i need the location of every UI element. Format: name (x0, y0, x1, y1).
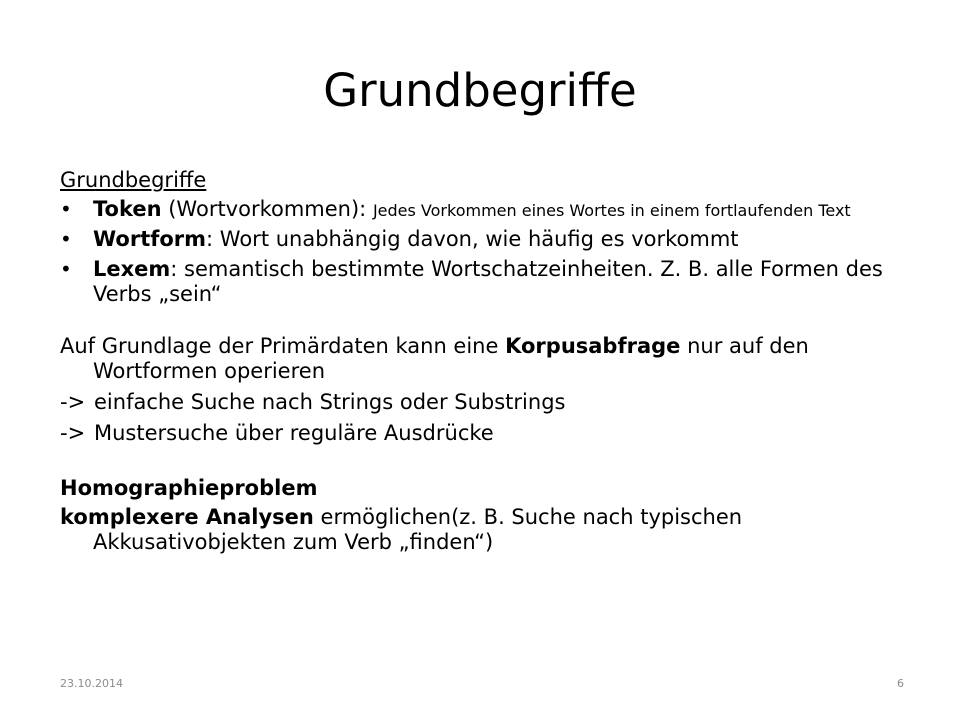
bullet-text: Jedes Vorkommen eines Wortes in einem fortlaufenden Text (372, 201, 851, 220)
arrow-marker: -> (60, 421, 86, 445)
paragraph-text: ermöglichen(z. B. Suche nach typischen Akkusativobjekten zum Verb „finden“) (93, 505, 743, 554)
bullet-icon: • (60, 197, 72, 221)
arrow-text: Mustersuche über reguläre Ausdrücke (94, 421, 494, 445)
bullet-text: : Wort unabhängig davon, wie häufig es vorkommt (206, 227, 739, 251)
bullet-icon: • (60, 257, 72, 281)
paragraph-korpusabfrage (60, 334, 910, 384)
subheading: Grundbegriffe (60, 168, 207, 192)
paragraph-bold: komplexere Analysen (60, 505, 314, 529)
bullet-term: Token (93, 197, 162, 221)
paragraph-analysen (60, 505, 910, 555)
footer-page-number: 6 (897, 677, 904, 690)
bullet-item-token (60, 197, 910, 222)
bullet-icon: • (60, 227, 72, 251)
arrow-marker: -> (60, 390, 86, 414)
paragraph-bold: Korpusabfrage (505, 334, 681, 358)
arrow-item-regex (60, 421, 910, 446)
bullet-text: : semantisch bestimmte Wortschatzeinheiten. Z. B. alle Formen des Verbs „sein“ (93, 257, 883, 306)
bullet-term: Wortform (93, 227, 207, 251)
slide-title: Grundbegriffe (323, 64, 637, 117)
arrow-text: einfache Suche nach Strings oder Substrings (94, 390, 566, 414)
bullet-term: Lexem (93, 257, 171, 281)
bullet-item-lexem (60, 257, 910, 307)
paragraph-text: nur auf den Wortformen operieren (93, 334, 809, 383)
homograph-heading: Homographieproblem (60, 476, 318, 500)
paragraph-text: Auf Grundlage der Primärdaten kann eine (60, 334, 506, 358)
arrow-item-strings (60, 390, 910, 415)
bullet-item-wortform (60, 227, 910, 252)
footer-date: 23.10.2014 (60, 677, 123, 690)
slide-content (60, 168, 910, 555)
bullet-paren: (Wortvorkommen): (161, 197, 373, 221)
